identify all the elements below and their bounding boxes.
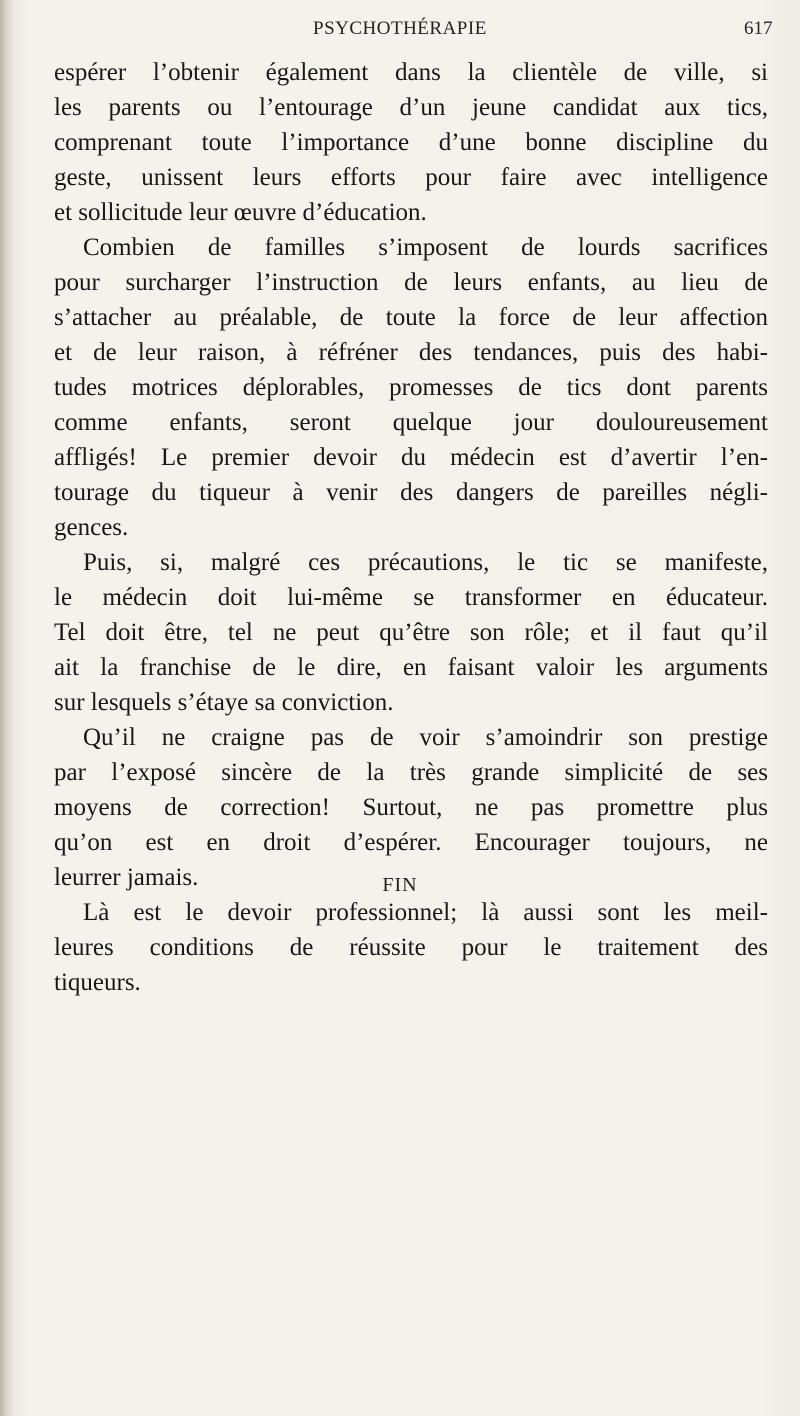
text-line: les parents ou l’entourage d’un jeune candidat aux tics, [54, 94, 768, 121]
text-line: s’attacher au préalable, de toute la force de leur affection [54, 304, 768, 331]
text-line: leures conditions de réussite pour le traitement des [54, 934, 768, 961]
text-line: le médecin doit lui-même se transformer en éducateur. [54, 584, 768, 611]
end-mark: FIN [382, 874, 418, 896]
text-line: comprenant toute l’importance d’une bonne discipline du [54, 129, 768, 156]
binding-edge [0, 0, 14, 1416]
text-line: tiqueurs. [54, 969, 141, 996]
text-line: tourage du tiqueur à venir des dangers de pareilles négli- [54, 479, 768, 506]
page-header [0, 18, 800, 48]
text-line: tudes motrices déplorables, promesses de tics dont parents [54, 374, 768, 401]
text-line: geste, unissent leurs efforts pour faire avec intelligence [54, 164, 768, 191]
text-line: et sollicitude leur œuvre d’éducation. [54, 199, 427, 226]
page-number: 617 [744, 18, 773, 39]
body-text [54, 55, 768, 1000]
text-line: Combien de familles s’imposent de lourds sacrifices [83, 234, 768, 261]
text-line: comme enfants, seront quelque jour douloureusement [54, 409, 768, 436]
running-head: PSYCHOTHÉRAPIE [313, 18, 487, 39]
text-line: et de leur raison, à réfréner des tendances, puis des habi- [54, 339, 768, 366]
text-line: Puis, si, malgré ces précautions, le tic se manifeste, [83, 549, 768, 576]
text-line: Là est le devoir professionnel; là aussi sont les meil- [83, 899, 768, 926]
text-line: moyens de correction! Surtout, ne pas promettre plus [54, 794, 768, 821]
text-line: leurrer jamais. [54, 864, 199, 891]
text-line: gences. [54, 514, 129, 541]
text-line: pour surcharger l’instruction de leurs enfants, au lieu de [54, 269, 768, 296]
text-line: Tel doit être, tel ne peut qu’être son rôle; et il faut qu’il [54, 619, 768, 646]
text-line: Qu’il ne craigne pas de voir s’amoindrir son prestige [83, 724, 768, 751]
text-line: qu’on est en droit d’espérer. Encourager toujours, ne [54, 829, 768, 856]
text-line: espérer l’obtenir également dans la clientèle de ville, si [54, 59, 768, 86]
text-line: sur lesquels s’étaye sa conviction. [54, 689, 394, 716]
text-line: par l’exposé sincère de la très grande simplicité de ses [54, 759, 768, 786]
text-line: affligés! Le premier devoir du médecin est d’avertir l’en- [54, 444, 768, 471]
text-line: ait la franchise de le dire, en faisant valoir les arguments [54, 654, 768, 681]
